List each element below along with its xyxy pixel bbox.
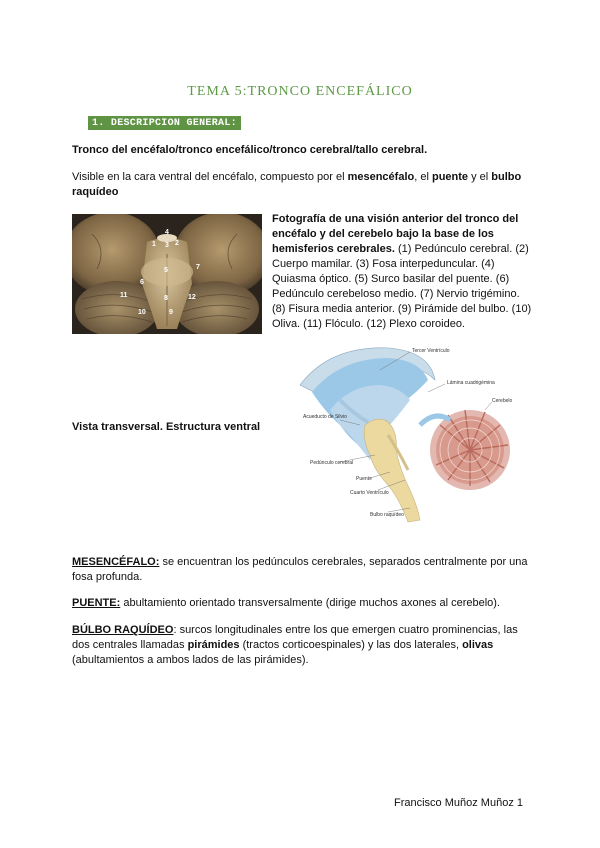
page-footer: Francisco Muñoz Muñoz 1 <box>394 797 523 809</box>
bulbo-term: BÚLBO RAQUÍDEO <box>72 624 174 636</box>
photo-label-3: 3 <box>165 242 169 249</box>
photo-label-7: 7 <box>196 264 200 271</box>
visible-paragraph <box>72 170 532 200</box>
label-lamina-cuadrigemina: Lámina cuadrigémina <box>447 380 495 386</box>
photo-label-4: 4 <box>165 229 169 236</box>
label-bulbo-raquideo: Bulbo raquídeo <box>370 512 404 518</box>
sagittal-diagram <box>270 340 530 525</box>
photo-label-6: 6 <box>140 279 144 286</box>
photo-label-9: 9 <box>169 309 173 316</box>
photo-label-11: 11 <box>120 292 128 299</box>
photo-label-10: 10 <box>138 309 146 316</box>
visible-text-1: Visible en la cara ventral del encéfalo, compuesto por el <box>72 171 348 183</box>
puente-term: PUENTE: <box>72 597 121 609</box>
photo-caption <box>272 212 534 332</box>
term-mesencefalo: mesencéfalo <box>347 171 415 183</box>
brainstem-photo-illustration <box>72 214 262 334</box>
caption-text: (1) Pedúnculo cerebral. (2) Cuerpo mamilar. (3) Fosa interpeduncular. (4) Quiasma óptico. (5) Surco basilar del puente. (6) Pedúnculo cerebeloso medio. (7) Nervio trigémino. (8) Fisura media anterior. (9) Pirámide del bulbo. (10) Oliva. (11) Flóculo. (12) Plexo coroideo. <box>272 243 532 330</box>
mesencefalo-paragraph <box>72 555 532 585</box>
bulbo-text-1: : surcos longitudinales entre los que emergen cuatro prominencias, las dos centrales llamadas <box>72 624 518 651</box>
photo-label-8: 8 <box>164 295 168 302</box>
mesencefalo-text: se encuentran los pedúnculos cerebrales, separados centralmente por una fosa profunda. <box>72 556 528 583</box>
visible-text-3: y el <box>468 171 492 183</box>
bulbo-paragraph <box>72 623 532 668</box>
term-piramides: pirámides <box>187 639 240 651</box>
bulbo-text-3: (abultamientos a ambos lados de las pirámides). <box>72 654 309 666</box>
sagittal-brainstem-illustration <box>270 340 530 525</box>
vista-transversal-label: Vista transversal. Estructura ventral <box>72 421 261 433</box>
caption-bold: Fotografía de una visión anterior del tronco del encéfalo y del cerebelo bajo la base de los hemisferios cerebrales. <box>272 213 519 255</box>
intro-synonyms: Tronco del encéfalo/tronco encefálico/tronco cerebral/tallo cerebral. <box>72 144 428 156</box>
photo-label-1: 1 <box>152 241 156 248</box>
section-heading: 1. DESCRIPCION GENERAL: <box>88 116 241 130</box>
label-acueducto-silvio: Acueducto de Silvio <box>303 414 347 420</box>
photo-label-12: 12 <box>188 294 196 301</box>
puente-paragraph <box>72 596 532 611</box>
photo-label-2: 2 <box>175 240 179 247</box>
photo-label-5: 5 <box>164 267 168 274</box>
label-cuarto-ventriculo: Cuarto Ventrículo <box>350 490 389 496</box>
term-puente: puente <box>431 171 469 183</box>
brainstem-photo <box>72 214 262 334</box>
cerebellum <box>430 410 510 490</box>
label-puente: Puente <box>356 476 372 482</box>
visible-text-2: , el <box>414 171 432 183</box>
term-olivas: olivas <box>462 639 494 651</box>
label-cerebelo: Cerebelo <box>492 398 513 404</box>
mesencefalo-term: MESENCÉFALO: <box>72 556 160 568</box>
bulbo-text-2: (tractos corticoespinales) y las dos laterales, <box>239 639 463 651</box>
puente-text: abultamiento orientado transversalmente (dirige muchos axones al cerebelo). <box>120 597 500 609</box>
label-pedunculo-cerebral: Pedúnculo cerebral <box>310 460 354 466</box>
label-tercer-ventriculo: Tercer Ventrículo <box>412 348 450 354</box>
term-bulbo: bulbo raquídeo <box>72 171 522 198</box>
page-title: TEMA 5:TRONCO ENCEFÁLICO <box>187 84 413 99</box>
